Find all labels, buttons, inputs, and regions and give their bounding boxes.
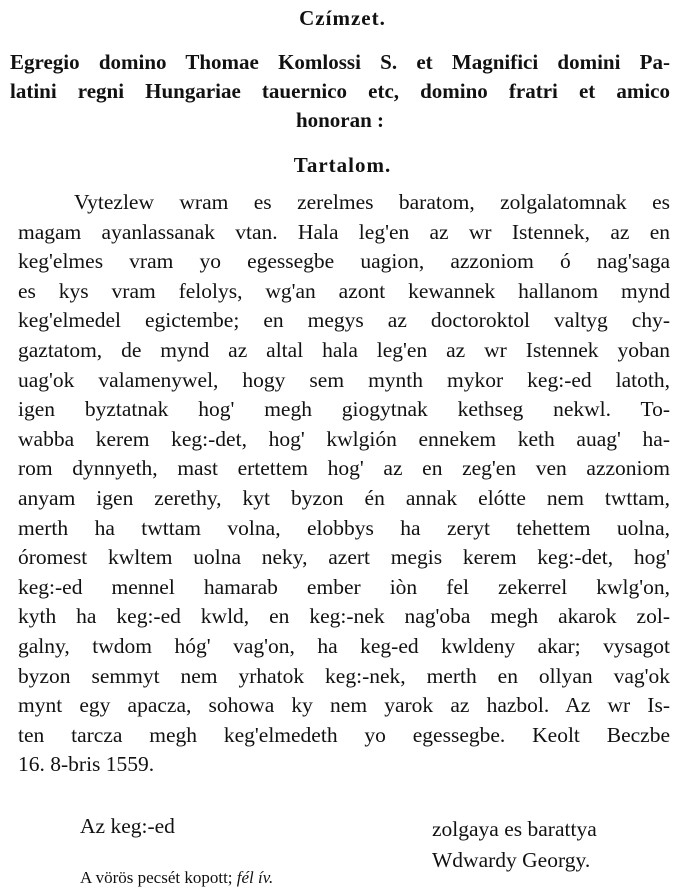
address-heading: Czímzet. (299, 6, 386, 30)
letter-line: es kys vram felolys, wg'an azont kewannek hallanom mynd (18, 278, 670, 303)
letter-line: merth ha twttam volna, elobbys ha zeryt tehettem uolna, (18, 515, 670, 540)
seal-note-text: A vörös pecsét kopott; (80, 868, 233, 887)
letter-line: kyth ha keg:-ed kwld, en keg:-nek nag'oba megh akarok zol- (18, 604, 670, 629)
seal-note (80, 868, 273, 888)
address-line: latini regni Hungariae tauernico etc, domino fratri et amico (10, 79, 670, 103)
closing-left: Az keg:-ed (80, 814, 175, 838)
letter-line: ten tarcza megh keg'elmedeth yo egessegbe. Keolt Beczbe (18, 722, 670, 747)
letter-line: gaztatom, de mynd az altal hala leg'en az wr Istennek yoban (18, 337, 670, 362)
letter-date-line: 16. 8-bris 1559. (18, 752, 155, 777)
seal-note-italic: fél ív. (236, 868, 274, 887)
letter-line: magam ayanlassanak vtan. Hala leg'en az wr Istennek, az en (18, 219, 670, 244)
letter-line: wabba kerem keg:-det, hog' kwlgión ennekem keth auag' ha- (18, 426, 670, 451)
letter-line: rom dynnyeth, mast ertettem hog' az en zeg'en ven azzoniom (18, 456, 670, 481)
closing-signature (432, 814, 597, 876)
letter-line: galny, twdom hóg' vag'on, ha keg-ed kwldeny akar; vysagot (18, 633, 670, 658)
letter-line: anyam igen zerethy, kyt byzon én annak elótte nem twttam, (18, 485, 670, 510)
letter-line: keg'elmes vram yo egessegbe uagion, azzoniom ó nag'saga (18, 249, 670, 274)
letter-line: byzon semmyt nem yrhatok keg:-nek, merth en ollyan vag'ok (18, 663, 670, 688)
letter-body (18, 188, 670, 780)
letter-line: uag'ok valamenywel, hogy sem mynth mykor keg:-ed latoth, (18, 367, 670, 392)
letter-line: mynt egy apacza, sohowa ky nem yarok az hazbol. Az wr Is- (18, 693, 670, 718)
letter-line: óromest kwltem uolna neky, azert megis kerem keg:-det, hog' (18, 545, 670, 570)
closing-line: zolgaya es barattya (432, 817, 597, 841)
letter-line: keg'elmedel egictembe; en megys az doctoroktol valtyg chy- (18, 308, 670, 333)
address-block (10, 48, 670, 135)
letter-line: igen byztatnak hog' megh giogytnak kethseg nekwl. To- (18, 397, 670, 422)
address-line: honoran : (295, 108, 385, 132)
address-line: Egregio domino Thomae Komlossi S. et Magnifici domini Pa- (10, 50, 670, 74)
signature-name: Wdwardy Georgy. (432, 848, 591, 872)
content-heading: Tartalom. (293, 153, 392, 177)
letter-line: keg:-ed mennel hamarab ember iòn fel zekerrel kwlg'on, (18, 574, 670, 599)
letter-line: Vytezlew wram es zerelmes baratom, zolgalatomnak es (74, 190, 670, 214)
